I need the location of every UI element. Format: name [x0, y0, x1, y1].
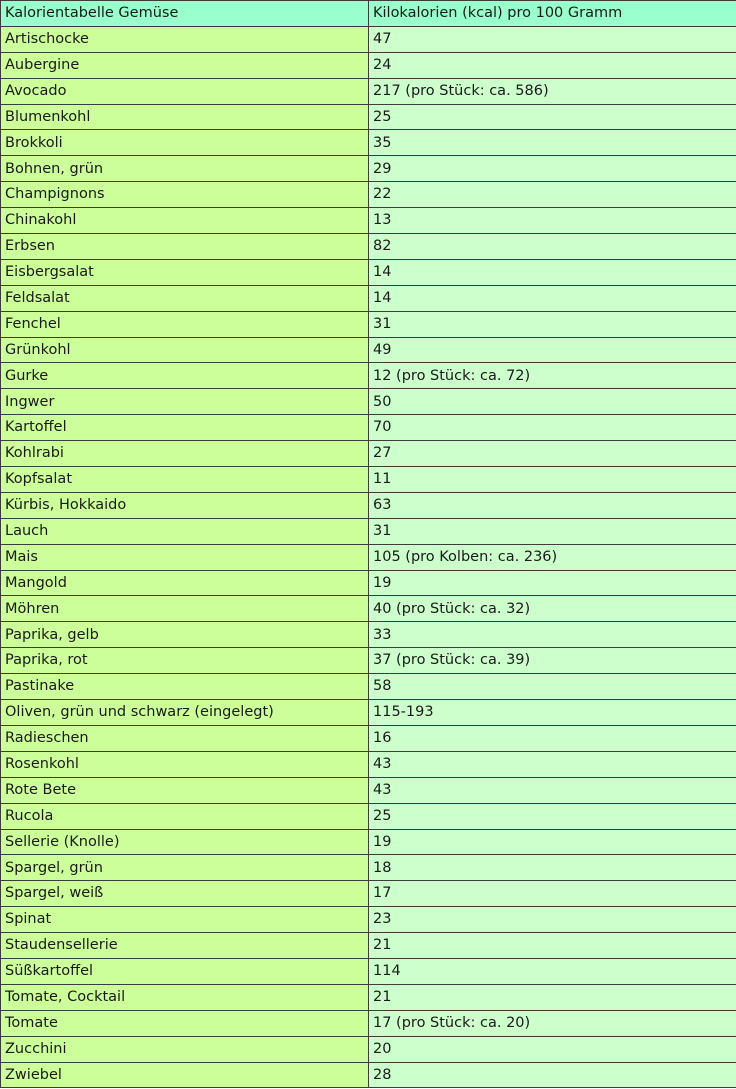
- vegetable-name: Radieschen: [1, 725, 369, 751]
- vegetable-name: Oliven, grün und schwarz (eingelegt): [1, 700, 369, 726]
- table-row: [1, 26, 736, 52]
- kcal-value: 70: [369, 415, 736, 441]
- kcal-value: 47: [369, 26, 736, 52]
- kcal-value: 14: [369, 285, 736, 311]
- table-row: [1, 78, 736, 104]
- kcal-value: 24: [369, 52, 736, 78]
- kcal-value: 11: [369, 467, 736, 493]
- vegetable-name: Mangold: [1, 570, 369, 596]
- vegetable-name: Spargel, weiß: [1, 881, 369, 907]
- kcal-value: 12 (pro Stück: ca. 72): [369, 363, 736, 389]
- vegetable-name: Tomate, Cocktail: [1, 984, 369, 1010]
- kcal-value: 20: [369, 1036, 736, 1062]
- vegetable-name: Brokkoli: [1, 130, 369, 156]
- vegetable-name: Sellerie (Knolle): [1, 829, 369, 855]
- vegetable-name: Kartoffel: [1, 415, 369, 441]
- kcal-value: 27: [369, 441, 736, 467]
- header-vegetable: Kalorientabelle Gemüse: [1, 1, 369, 27]
- vegetable-name: Möhren: [1, 596, 369, 622]
- vegetable-name: Kohlrabi: [1, 441, 369, 467]
- table-row: [1, 52, 736, 78]
- kcal-value: 19: [369, 570, 736, 596]
- kcal-value: 217 (pro Stück: ca. 586): [369, 78, 736, 104]
- kcal-value: 58: [369, 674, 736, 700]
- table-row: [1, 234, 736, 260]
- vegetable-name: Süßkartoffel: [1, 958, 369, 984]
- kcal-value: 49: [369, 337, 736, 363]
- table-row: [1, 1010, 736, 1036]
- table-row: [1, 337, 736, 363]
- table-row: [1, 208, 736, 234]
- vegetable-name: Kürbis, Hokkaido: [1, 492, 369, 518]
- kcal-value: 25: [369, 104, 736, 130]
- table-row: [1, 285, 736, 311]
- vegetable-name: Paprika, rot: [1, 648, 369, 674]
- table-row: [1, 104, 736, 130]
- kcal-value: 37 (pro Stück: ca. 39): [369, 648, 736, 674]
- vegetable-name: Fenchel: [1, 311, 369, 337]
- table-row: [1, 958, 736, 984]
- table-row: [1, 415, 736, 441]
- table-row: [1, 855, 736, 881]
- kcal-value: 115-193: [369, 700, 736, 726]
- kcal-value: 23: [369, 907, 736, 933]
- kcal-value: 19: [369, 829, 736, 855]
- kcal-value: 17: [369, 881, 736, 907]
- vegetable-name: Gurke: [1, 363, 369, 389]
- table-row: [1, 777, 736, 803]
- kcal-value: 18: [369, 855, 736, 881]
- kcal-value: 29: [369, 156, 736, 182]
- vegetable-name: Aubergine: [1, 52, 369, 78]
- table-row: [1, 518, 736, 544]
- vegetable-name: Rosenkohl: [1, 751, 369, 777]
- table-row: [1, 596, 736, 622]
- kcal-value: 28: [369, 1062, 736, 1088]
- table-row: [1, 881, 736, 907]
- table-row: [1, 984, 736, 1010]
- table-row: [1, 259, 736, 285]
- vegetable-name: Spinat: [1, 907, 369, 933]
- header-kcal: Kilokalorien (kcal) pro 100 Gramm: [369, 1, 736, 27]
- vegetable-name: Mais: [1, 544, 369, 570]
- kcal-value: 33: [369, 622, 736, 648]
- vegetable-name: Blumenkohl: [1, 104, 369, 130]
- kcal-value: 31: [369, 311, 736, 337]
- table-header-row: [1, 1, 736, 27]
- table-row: [1, 751, 736, 777]
- kcal-value: 22: [369, 182, 736, 208]
- vegetable-name: Zucchini: [1, 1036, 369, 1062]
- kcal-value: 21: [369, 933, 736, 959]
- kcal-value: 25: [369, 803, 736, 829]
- vegetable-name: Chinakohl: [1, 208, 369, 234]
- kcal-value: 50: [369, 389, 736, 415]
- kcal-value: 35: [369, 130, 736, 156]
- kcal-value: 14: [369, 259, 736, 285]
- table-row: [1, 441, 736, 467]
- vegetable-name: Lauch: [1, 518, 369, 544]
- table-row: [1, 467, 736, 493]
- vegetable-name: Grünkohl: [1, 337, 369, 363]
- table-row: [1, 933, 736, 959]
- vegetable-name: Champignons: [1, 182, 369, 208]
- vegetable-name: Rote Bete: [1, 777, 369, 803]
- table-row: [1, 363, 736, 389]
- table-row: [1, 907, 736, 933]
- vegetable-name: Avocado: [1, 78, 369, 104]
- table-row: [1, 622, 736, 648]
- vegetable-name: Zwiebel: [1, 1062, 369, 1088]
- vegetable-name: Kopfsalat: [1, 467, 369, 493]
- table-row: [1, 1062, 736, 1088]
- vegetable-name: Artischocke: [1, 26, 369, 52]
- vegetable-name: Ingwer: [1, 389, 369, 415]
- kcal-value: 21: [369, 984, 736, 1010]
- kcal-value: 43: [369, 751, 736, 777]
- kcal-value: 63: [369, 492, 736, 518]
- vegetable-name: Erbsen: [1, 234, 369, 260]
- table-row: [1, 1036, 736, 1062]
- table-row: [1, 829, 736, 855]
- table-body: [1, 26, 736, 1088]
- vegetable-name: Spargel, grün: [1, 855, 369, 881]
- table-row: [1, 156, 736, 182]
- vegetable-name: Pastinake: [1, 674, 369, 700]
- table-row: [1, 544, 736, 570]
- table-row: [1, 700, 736, 726]
- vegetable-name: Feldsalat: [1, 285, 369, 311]
- table-row: [1, 311, 736, 337]
- table-row: [1, 130, 736, 156]
- table-row: [1, 648, 736, 674]
- kcal-value: 16: [369, 725, 736, 751]
- table-row: [1, 803, 736, 829]
- vegetable-name: Bohnen, grün: [1, 156, 369, 182]
- kcal-value: 31: [369, 518, 736, 544]
- vegetable-name: Staudensellerie: [1, 933, 369, 959]
- kcal-value: 43: [369, 777, 736, 803]
- kcal-value: 105 (pro Kolben: ca. 236): [369, 544, 736, 570]
- table-row: [1, 182, 736, 208]
- vegetable-name: Eisbergsalat: [1, 259, 369, 285]
- kcal-value: 40 (pro Stück: ca. 32): [369, 596, 736, 622]
- table-row: [1, 389, 736, 415]
- kcal-value: 13: [369, 208, 736, 234]
- kcal-value: 82: [369, 234, 736, 260]
- table-row: [1, 725, 736, 751]
- table-row: [1, 492, 736, 518]
- vegetable-name: Paprika, gelb: [1, 622, 369, 648]
- vegetable-name: Rucola: [1, 803, 369, 829]
- kcal-value: 17 (pro Stück: ca. 20): [369, 1010, 736, 1036]
- kcal-value: 114: [369, 958, 736, 984]
- vegetable-name: Tomate: [1, 1010, 369, 1036]
- table-row: [1, 570, 736, 596]
- table-row: [1, 674, 736, 700]
